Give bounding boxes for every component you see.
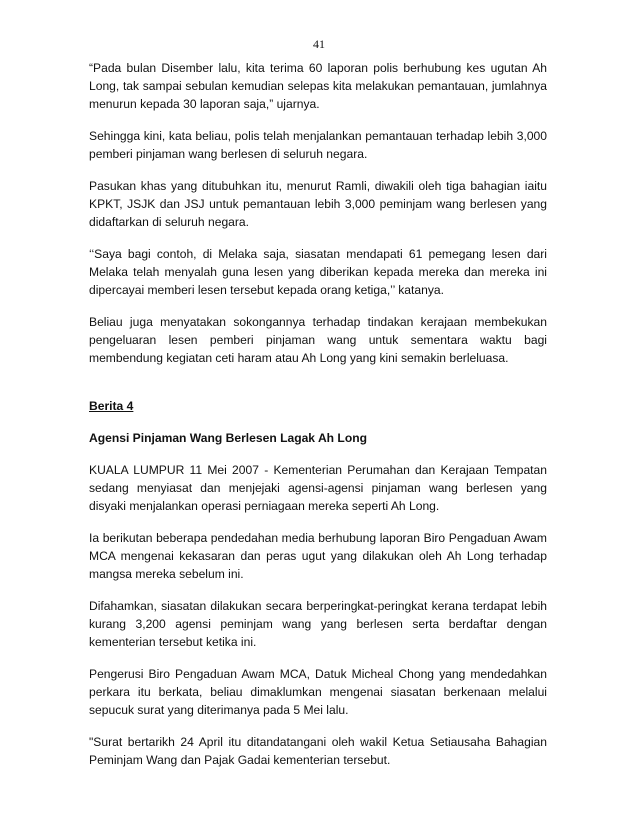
paragraph: “Pada bulan Disember lalu, kita terima 60 laporan polis berhubung kes ugutan Ah Long, tak sampai sebulan kemudian selepas kita melakukan pemantauan, jumlahnya menurun kepada 30 laporan saja,” ujarnya. [89, 61, 547, 111]
paragraph: Difahamkan, siasatan dilakukan secara berperingkat-peringkat kerana terdapat lebih kurang 3,200 agensi peminjam wang yang berlesen serta berdaftar dengan kementerian tersebut ketika ini. [89, 599, 547, 649]
paragraph: ‘‘Saya bagi contoh, di Melaka saja, siasatan mendapati 61 pemegang lesen dari Melaka telah menyalah guna lesen yang diberikan kepada mereka dan mereka ini dipercayai memberi lesen tersebut kepada orang ketiga,’’ katanya. [89, 247, 547, 297]
paragraph: "Surat bertarikh 24 April itu ditandatangani oleh wakil Ketua Setiausaha Bahagian Peminjam Wang dan Pajak Gadai kementerian tersebut. [89, 735, 547, 767]
document-body [89, 59, 547, 783]
paragraph: Pengerusi Biro Pengaduan Awam MCA, Datuk Micheal Chong yang mendedahkan perkara itu berkata, beliau dimaklumkan mengenai siasatan berkenaan melalui sepucuk surat yang diterimanya pada 5 Mei lalu. [89, 667, 547, 717]
paragraph: Sehingga kini, kata beliau, polis telah menjalankan pemantauan terhadap lebih 3,000 pemberi pinjaman wang berlesen di seluruh negara. [89, 129, 547, 161]
section-label: Berita 4 [89, 399, 134, 413]
paragraph: Pasukan khas yang ditubuhkan itu, menurut Ramli, diwakili oleh tiga bahagian iaitu KPKT, JSJK dan JSJ untuk pemantauan lebih 3,000 peminjam wang berlesen yang didaftarkan di seluruh negara. [89, 179, 547, 229]
section-title: Agensi Pinjaman Wang Berlesen Lagak Ah Long [89, 431, 367, 445]
page-number: 41 [313, 37, 325, 51]
paragraph: Ia berikutan beberapa pendedahan media berhubung laporan Biro Pengaduan Awam MCA mengenai kekasaran dan peras ugut yang dilakukan oleh Ah Long terhadap mangsa mereka sebelum ini. [89, 531, 547, 581]
paragraph: KUALA LUMPUR 11 Mei 2007 - Kementerian Perumahan dan Kerajaan Tempatan sedang menyiasat dan menjejaki agensi-agensi pinjaman wang berlesen yang disyaki menjalankan operasi perniagaan mereka seperti Ah Long. [89, 463, 547, 513]
paragraph: Beliau juga menyatakan sokongannya terhadap tindakan kerajaan membekukan pengeluaran lesen pemberi pinjaman wang untuk sementara waktu bagi membendung kegiatan ceti haram atau Ah Long yang kini semakin berleluasa. [89, 315, 547, 365]
